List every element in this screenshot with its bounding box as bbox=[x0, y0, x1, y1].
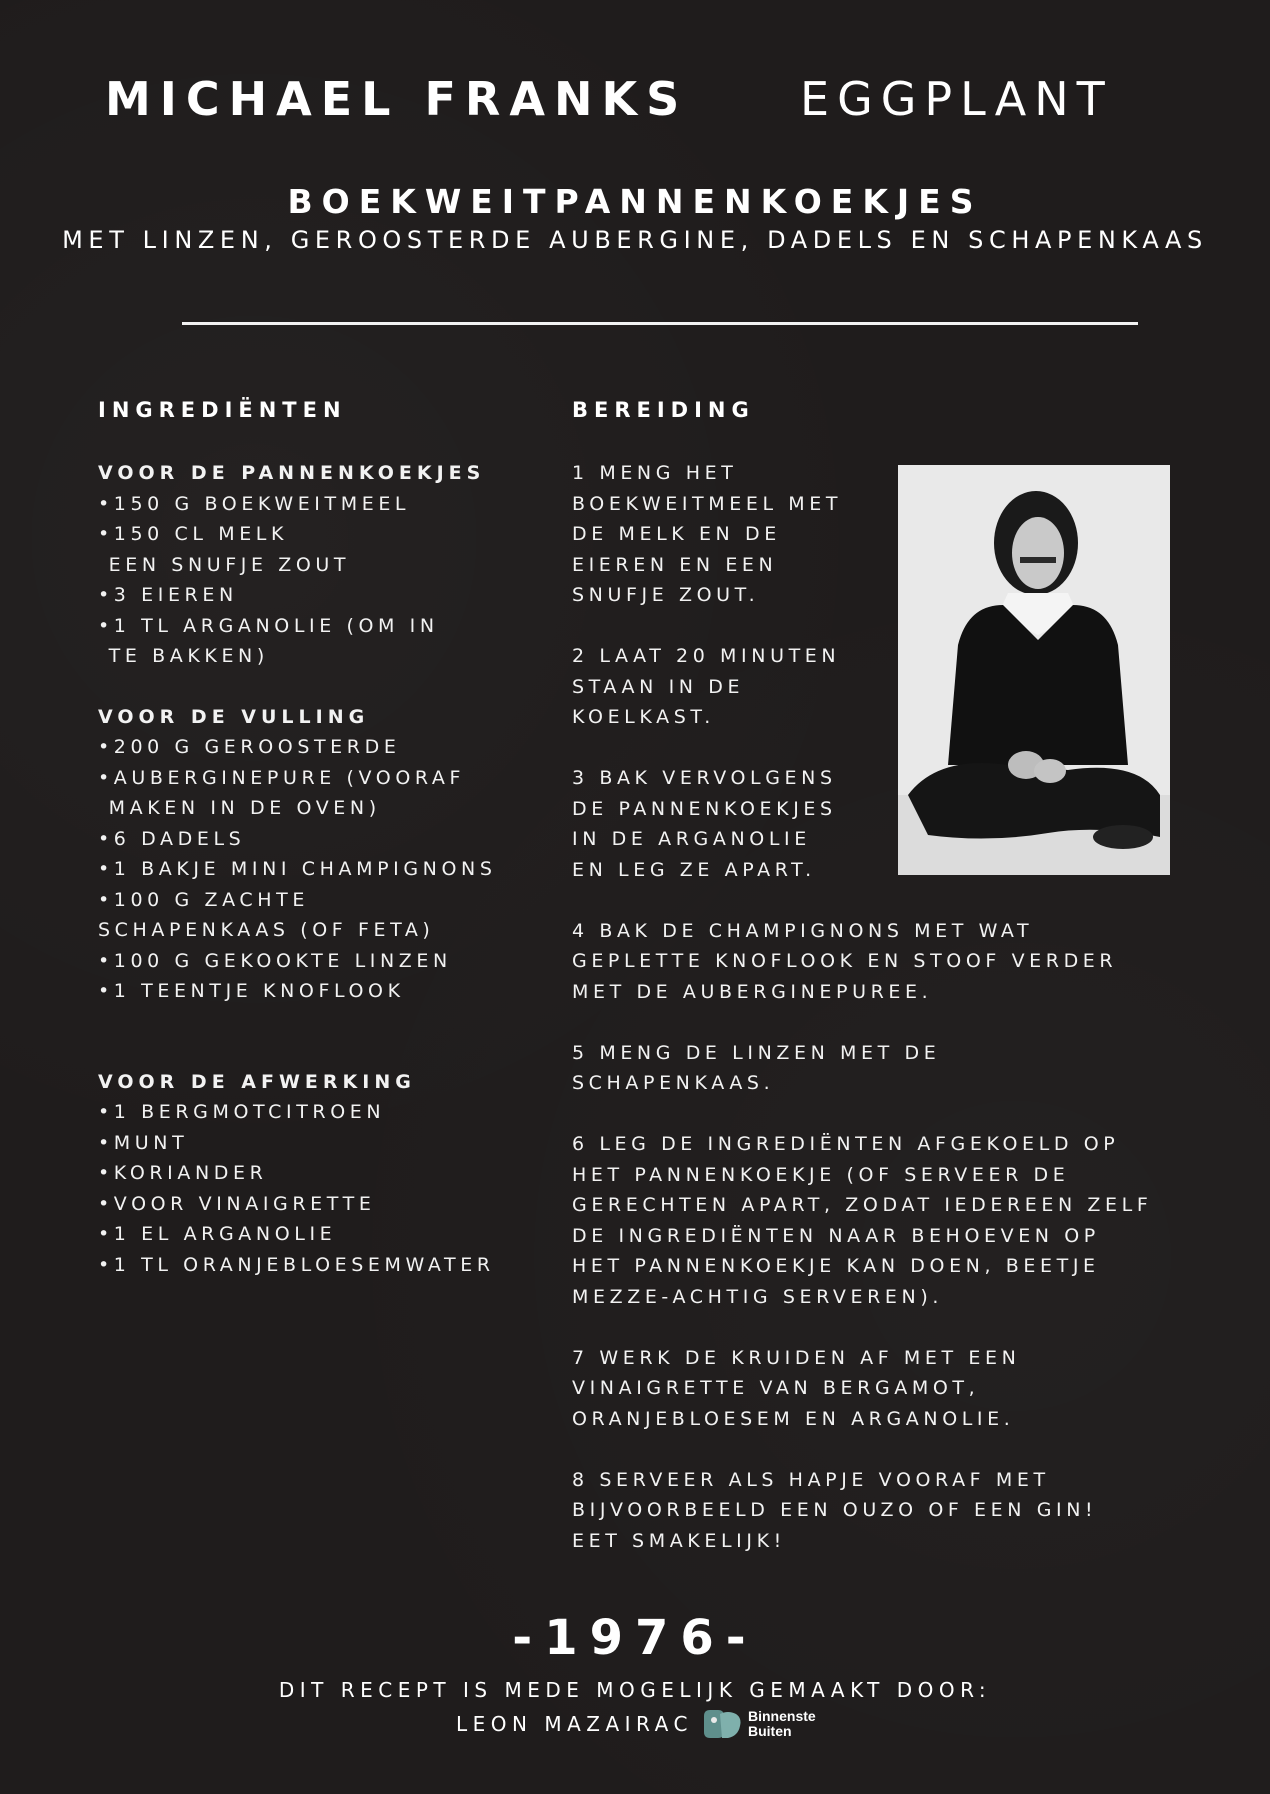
binnenste-buiten-logo bbox=[700, 1706, 828, 1742]
ingredient-line: •3 EIEREN bbox=[98, 584, 238, 606]
ingredient-line: •6 DADELS bbox=[98, 827, 246, 850]
ingredient-line: •MUNT bbox=[98, 1131, 189, 1154]
ingredient-line: •150 CL MELK bbox=[98, 523, 289, 545]
ingredient-line: •150 G BOEKWEITMEEL bbox=[98, 492, 411, 515]
artist-photo bbox=[898, 465, 1170, 875]
year-label: -1976- bbox=[512, 1610, 758, 1666]
preparation-step: 4 BAK DE CHAMPIGNONS MET WAT GEPLETTE KNOFLOOK EN STOOF VERDER MET DE AUBERGINEPUREE. bbox=[572, 919, 1118, 1003]
preparation-step: 2 LAAT 20 MINUTEN STAAN IN DE KOELKAST. bbox=[572, 645, 841, 728]
credit-text: DIT RECEPT IS MEDE MOGELIJK GEMAAKT DOOR: bbox=[278, 1678, 992, 1702]
preparation-heading: BEREIDING bbox=[572, 398, 755, 422]
ingredient-line: EEN SNUFJE ZOUT bbox=[98, 553, 351, 576]
ingredient-line: TE BAKKEN) bbox=[98, 645, 269, 667]
ingredient-line: •KORIANDER bbox=[98, 1162, 268, 1184]
group-title: VOOR DE VULLING bbox=[98, 705, 370, 728]
preparation-step: 5 MENG DE LINZEN MET DE SCHAPENKAAS. bbox=[572, 1041, 941, 1094]
ingredient-line: •200 G GEROOSTERDE bbox=[98, 736, 401, 758]
ingredient-line: •1 TEENTJE KNOFLOOK bbox=[98, 980, 405, 1002]
song-title: EGGPLANT bbox=[800, 72, 1113, 126]
ingredient-line: •1 TL ORANJEBLOESEMWATER bbox=[98, 1253, 495, 1276]
logo-text: Binnenste Buiten bbox=[748, 1708, 816, 1739]
ingredient-line: MAKEN IN DE OVEN) bbox=[98, 797, 381, 819]
ingredient-line: •AUBERGINEPURE (VOORAF bbox=[98, 766, 466, 789]
ingredient-line: •VOOR VINAIGRETTE bbox=[98, 1192, 376, 1215]
preparation-step: 8 SERVEER ALS HAPJE VOORAF MET BIJVOORBEELD EEN OUZO OF EEN GIN! EET SMAKELIJK! bbox=[572, 1468, 1098, 1552]
preparation-step: 6 LEG DE INGREDIËNTEN AFGEKOELD OP HET PANNENKOEKJE (OF SERVEER DE GERECHTEN APART, ZODAT IEDEREEN ZELF DE INGREDIËNTEN NAAR BEHOEVEN OP HET PANNENKOEKJE KAN DOEN, BEETJE MEZZE-ACHTIG SERVEREN). bbox=[572, 1133, 1153, 1308]
divider-line bbox=[182, 322, 1138, 325]
preparation-step: 7 WERK DE KRUIDEN AF MET EEN VINAIGRETTE VAN BERGAMOT, ORANJEBLOESEM EN ARGANOLIE. bbox=[572, 1346, 1021, 1430]
ingredient-line: •1 EL ARGANOLIE bbox=[98, 1223, 337, 1245]
group-title: VOOR DE AFWERKING bbox=[98, 1070, 416, 1093]
ingredients-column bbox=[98, 458, 538, 1310]
ingredient-line: •100 G GEKOOKTE LINZEN bbox=[98, 949, 452, 972]
ingredient-group-pancakes bbox=[98, 458, 538, 672]
ingredient-line: •1 BAKJE MINI CHAMPIGNONS bbox=[98, 858, 497, 880]
group-title: VOOR DE PANNENKOEKJES bbox=[98, 462, 486, 484]
ingredient-group-filling bbox=[98, 702, 538, 1007]
recipe-title: BOEKWEITPANNENKOEKJES bbox=[287, 182, 983, 221]
ingredient-group-finishing bbox=[98, 1067, 538, 1281]
ingredients-heading: INGREDIËNTEN bbox=[98, 398, 347, 422]
preparation-step: 1 MENG HET BOEKWEITMEEL MET DE MELK EN DE EIEREN EN EEN SNUFJE ZOUT. bbox=[572, 462, 843, 606]
ingredient-line: •1 TL ARGANOLIE (OM IN bbox=[98, 614, 439, 637]
ingredient-line: •100 G ZACHTE bbox=[98, 888, 309, 911]
recipe-subtitle: MET LINZEN, GEROOSTERDE AUBERGINE, DADELS EN SCHAPENKAAS bbox=[62, 226, 1208, 254]
ingredient-line: SCHAPENKAAS (OF FETA) bbox=[98, 919, 435, 941]
author-name: LEON MAZAIRAC bbox=[456, 1712, 693, 1736]
ingredient-line: •1 BERGMOTCITROEN bbox=[98, 1101, 386, 1123]
logo-mark-icon bbox=[700, 1706, 744, 1742]
artist-name: MICHAEL FRANKS bbox=[105, 72, 689, 126]
preparation-step: 3 BAK VERVOLGENS DE PANNENKOEKJES IN DE ARGANOLIE EN LEG ZE APART. bbox=[572, 767, 837, 881]
